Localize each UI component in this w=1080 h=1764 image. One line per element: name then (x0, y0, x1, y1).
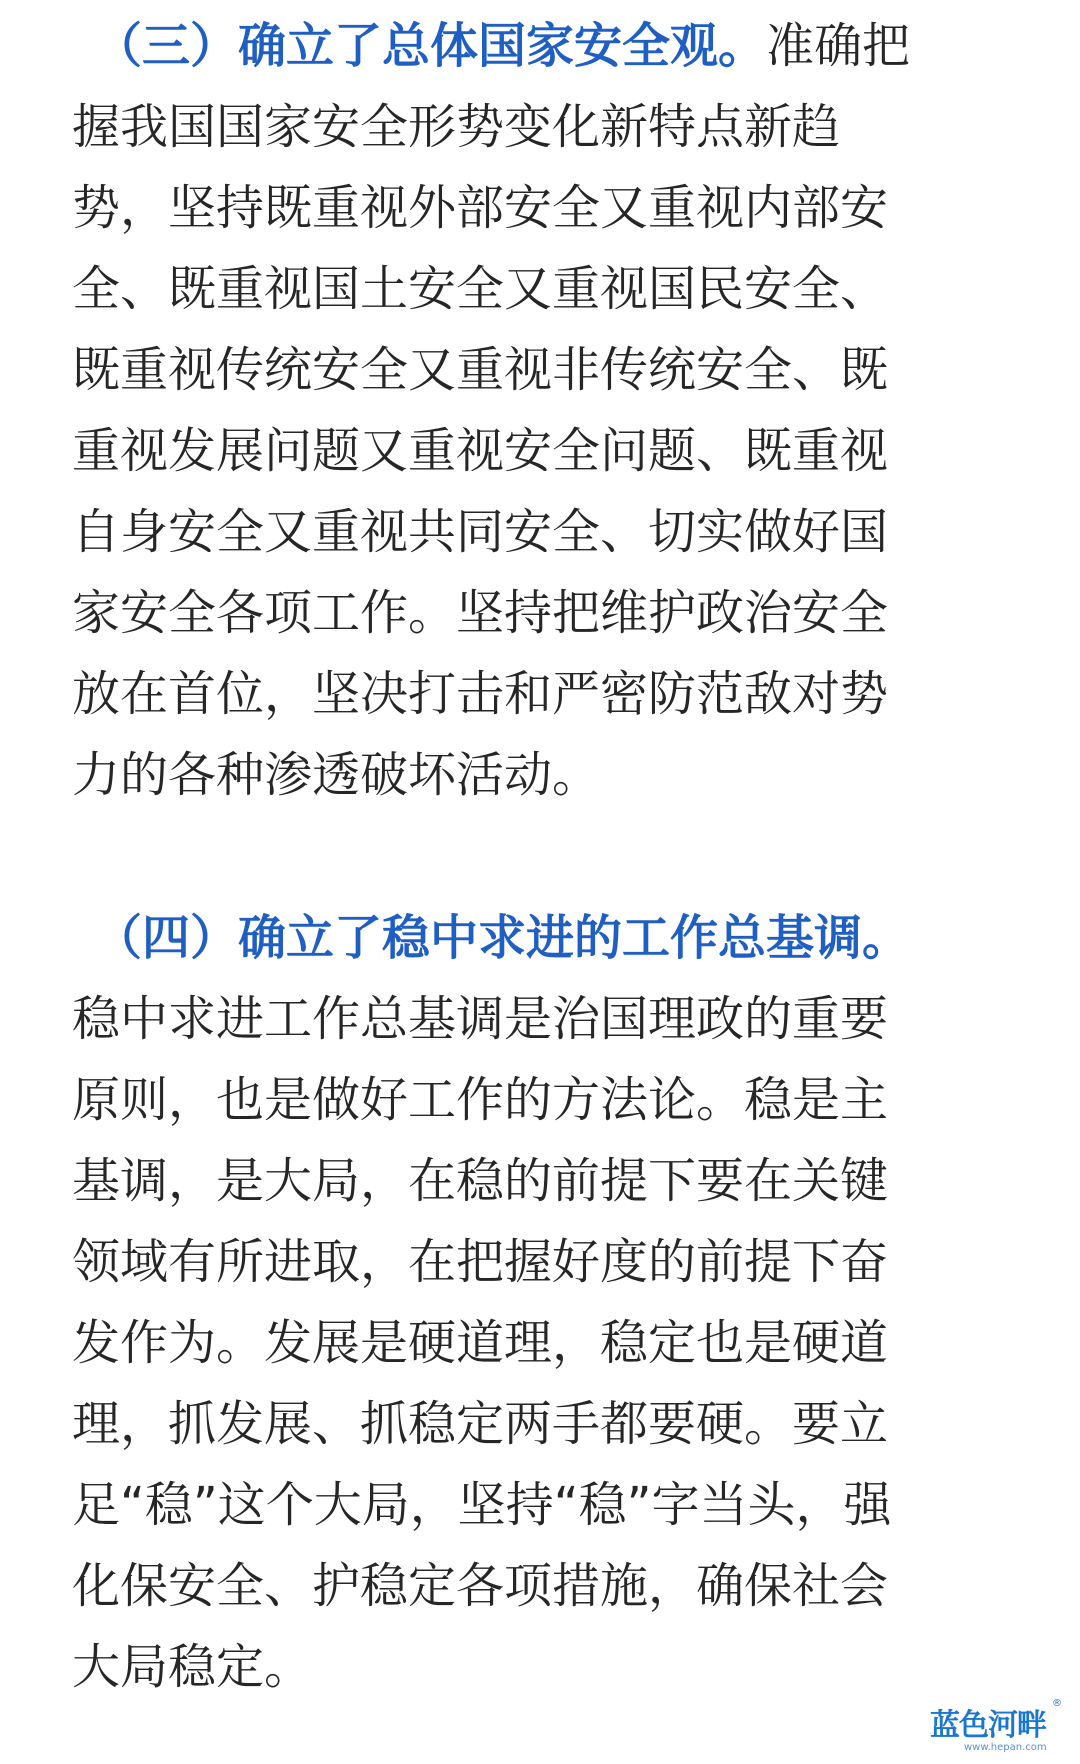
watermark-url: www.hepan.com (964, 1742, 1047, 1753)
text-line: 放在首位，坚决打击和严密防范敌对势 (72, 666, 889, 722)
text-line: 原则，也是做好工作的方法论。稳是主 (72, 1072, 889, 1128)
paragraph-text: 准确把 (766, 18, 911, 74)
section-overall-national-security (72, 6, 1016, 816)
text-line: 全、既重视国土安全又重视国民安全、 (72, 261, 889, 317)
text-line: 理，抓发展、抓稳定两手都要硬。要立 (72, 1396, 889, 1452)
text-line: 大局稳定。 (72, 1639, 313, 1695)
section-heading: （三）确立了总体国家安全观。 (94, 18, 767, 74)
section-heading: （四）确立了稳中求进的工作总基调。 (94, 910, 911, 966)
text-line: 握我国国家安全形势变化新特点新趋 (72, 99, 841, 155)
text-line: 发作为。发展是硬道理，稳定也是硬道 (72, 1315, 889, 1371)
watermark-logo-text: 蓝色河畔 (930, 1708, 1046, 1743)
section-steady-progress (72, 898, 1016, 1708)
text-line: 足“稳”这个大局，坚持“稳”字当头，强 (72, 1477, 892, 1533)
text-line: 自身安全又重视共同安全、切实做好国 (72, 504, 889, 560)
text-line: 势，坚持既重视外部安全又重视内部安 (72, 180, 889, 236)
text-line: 家安全各项工作。坚持把维护政治安全 (72, 585, 889, 641)
text-line: 稳中求进工作总基调是治国理政的重要 (72, 991, 889, 1047)
registered-mark-icon: ® (1052, 1698, 1062, 1709)
text-line (72, 898, 1016, 979)
text-line: 力的各种渗透破坏活动。 (72, 747, 601, 803)
text-line: 化保安全、护稳定各项措施，确保社会 (72, 1558, 889, 1614)
text-line: 既重视传统安全又重视非传统安全、既 (72, 342, 889, 398)
text-line: 重视发展问题又重视安全问题、既重视 (72, 423, 889, 479)
text-line (72, 6, 1016, 87)
watermark-logo (930, 1700, 1060, 1760)
text-line: 基调，是大局，在稳的前提下要在关键 (72, 1153, 889, 1209)
text-line: 领域有所进取，在把握好度的前提下奋 (72, 1234, 889, 1290)
